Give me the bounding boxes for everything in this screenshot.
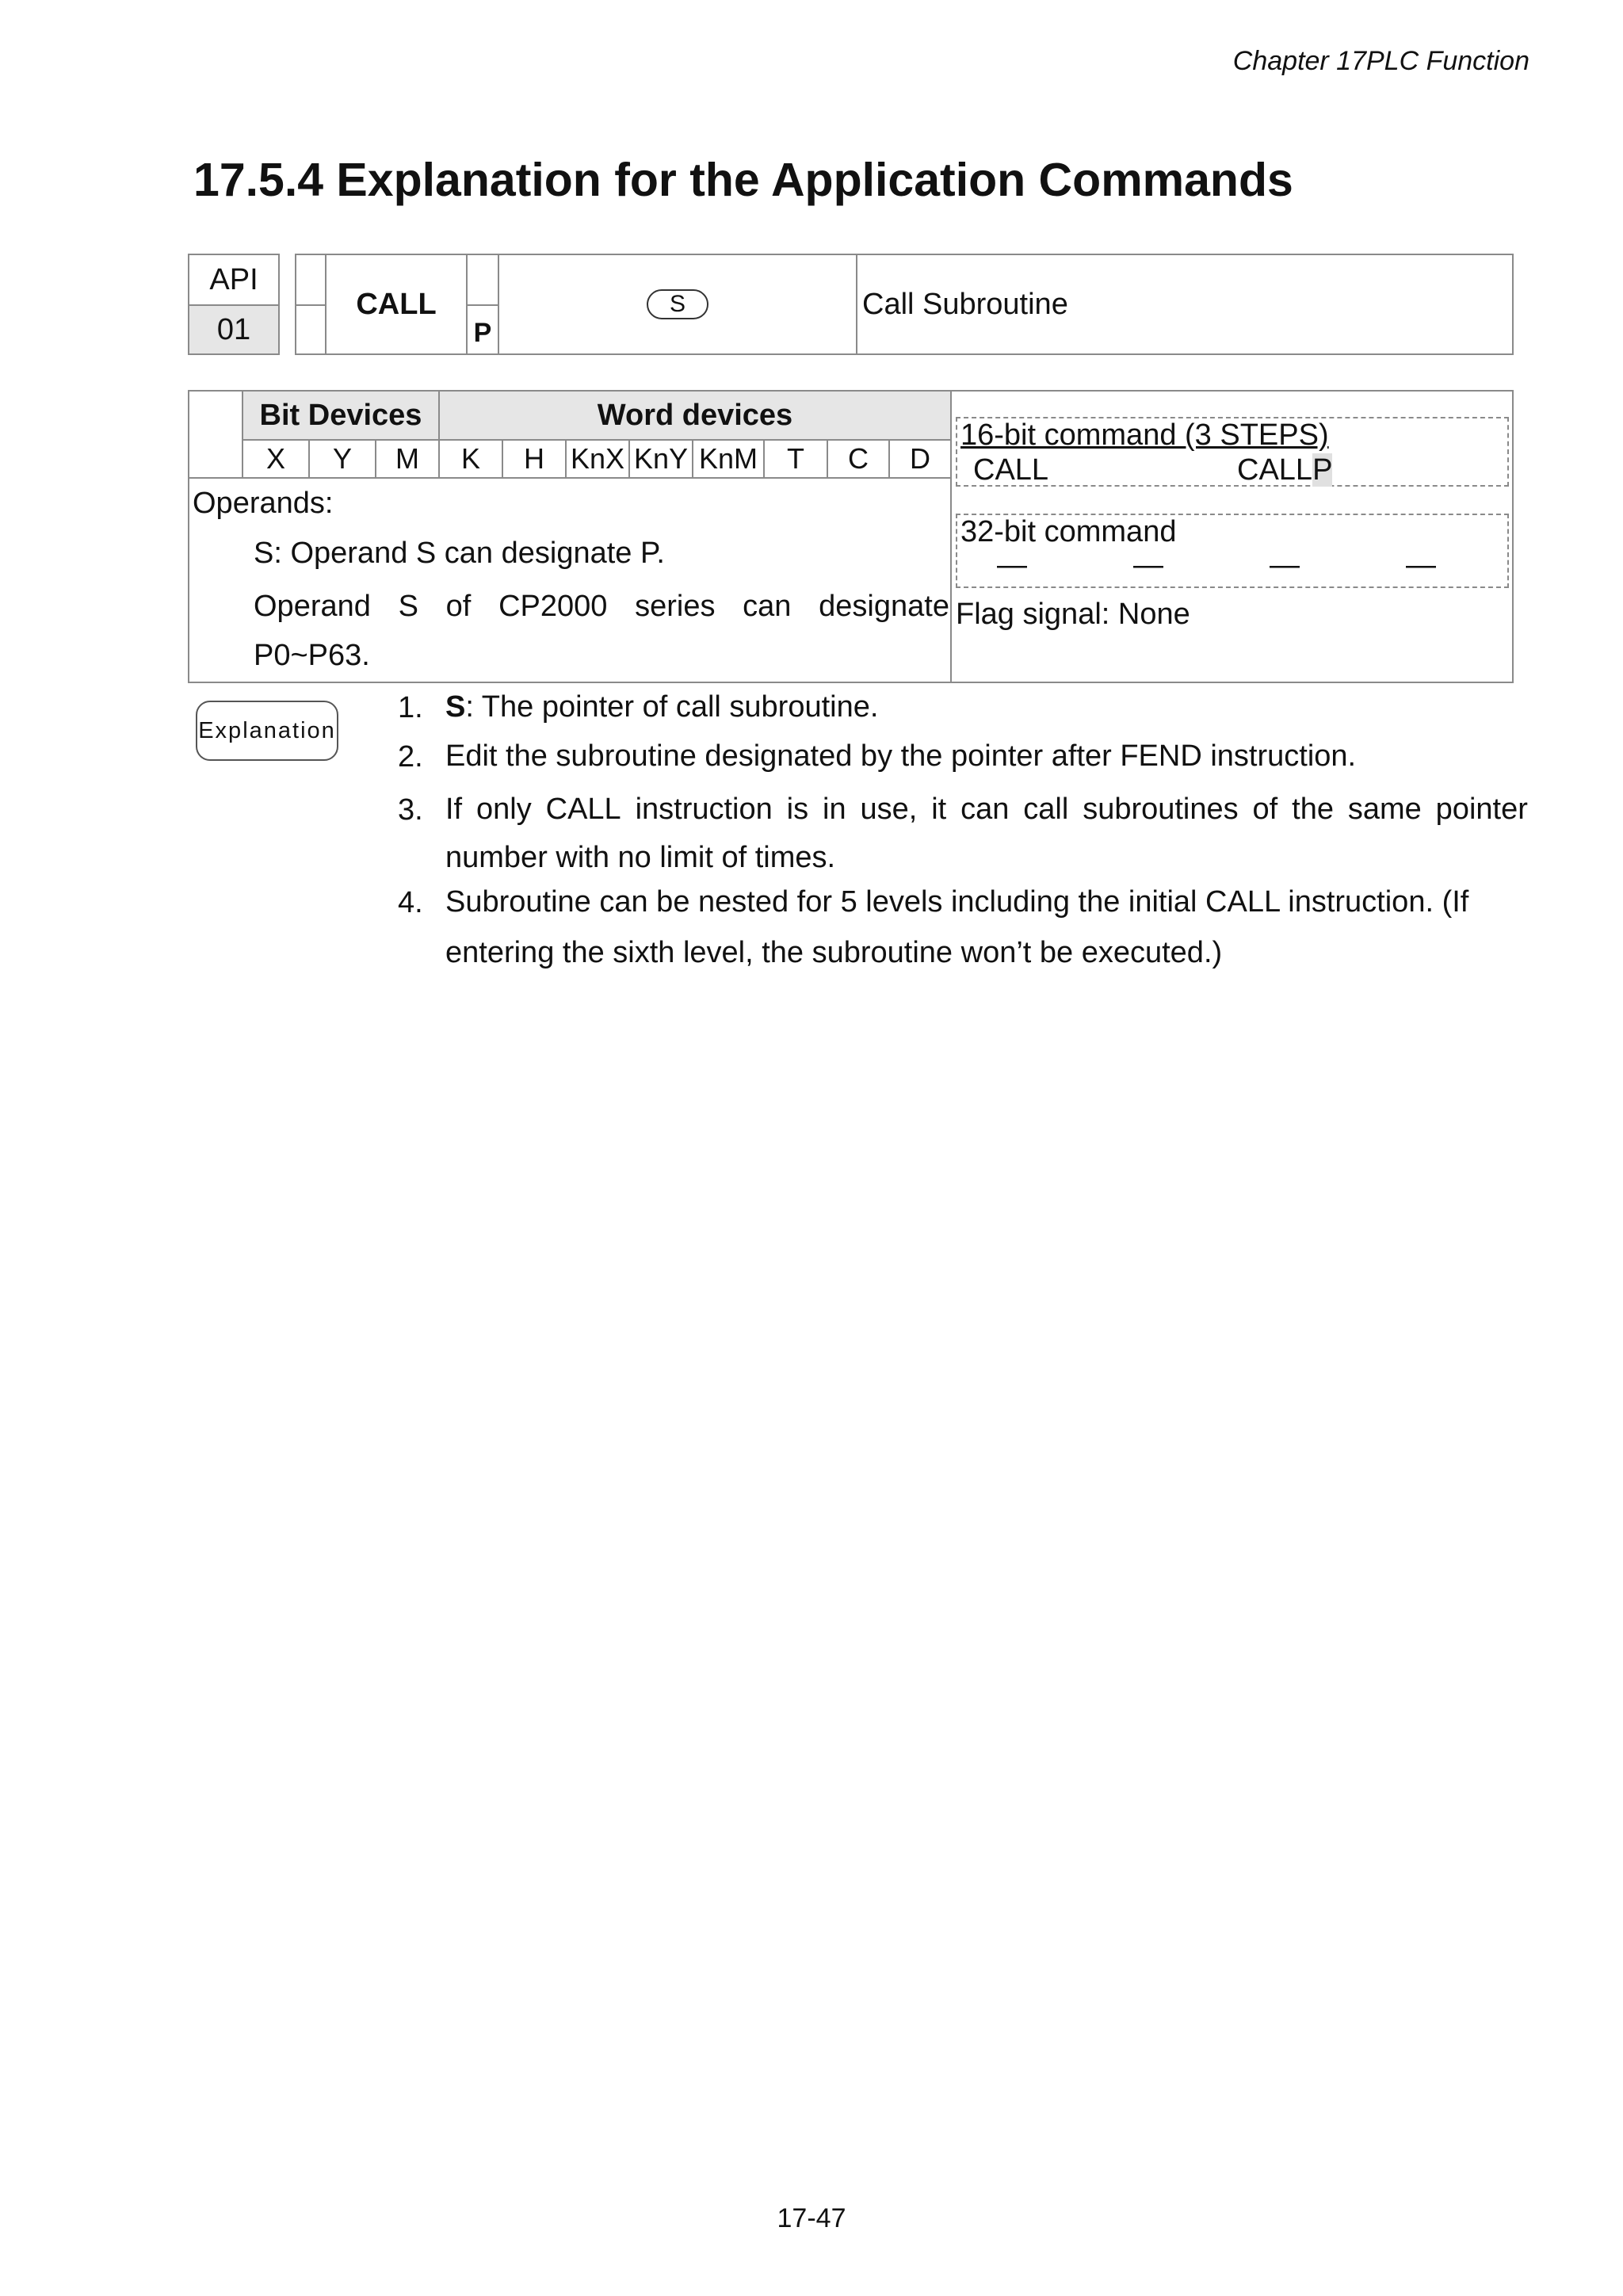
word: designate [819, 590, 949, 623]
cmd16-right-base: CALL [1237, 453, 1313, 487]
device-c: C [827, 439, 890, 479]
device-knm: KnM [692, 439, 765, 479]
word: use, [860, 793, 918, 826]
section-title: 17.5.4 Explanation for the Application Commands [193, 154, 1293, 206]
word: of [1252, 793, 1278, 826]
word: is [786, 793, 809, 826]
list-item [445, 683, 878, 732]
device-x: X [242, 439, 310, 479]
operand-oval: S [647, 289, 708, 319]
word: only [476, 793, 532, 826]
word-devices-header: Word devices [438, 390, 952, 441]
cmd32-dash: — [1133, 548, 1163, 582]
corner-cell [188, 390, 243, 479]
bit-devices-header: Bit Devices [242, 390, 440, 441]
list-number: 1. [398, 691, 423, 724]
word: it [931, 793, 947, 826]
word: S [398, 590, 418, 623]
pulse-blank-cell [466, 254, 499, 306]
api-blank-cell [295, 254, 327, 306]
list-number: 2. [398, 740, 423, 774]
word: of [445, 590, 472, 623]
flag-signal: Flag signal: None [956, 598, 1190, 631]
cmd32-title: 32-bit command [960, 515, 1177, 548]
list-item-text: : The pointer of call subroutine. [465, 690, 879, 724]
cmd32-dash: — [1406, 548, 1436, 582]
api-label: API [188, 254, 280, 306]
list-number: 4. [398, 886, 423, 919]
device-d: D [888, 439, 952, 479]
explanation-badge: Explanation [196, 701, 338, 761]
operands-label: Operands: [193, 487, 334, 520]
column-divider [950, 390, 952, 683]
operand-line-2 [254, 590, 949, 624]
api-blank-cell [295, 304, 327, 355]
list-item: Edit the subroutine designated by the pointer after FEND instruction. [445, 739, 1357, 773]
list-item-line: Subroutine can be nested for 5 levels including the initial CALL instruction. (If [445, 885, 1469, 919]
cmd16-right [1237, 453, 1332, 487]
word: CALL [545, 793, 621, 826]
word: can [743, 590, 792, 623]
word: in [823, 793, 846, 826]
device-t: T [763, 439, 828, 479]
description: Call Subroutine [862, 287, 1068, 321]
device-h: H [502, 439, 567, 479]
cmd16-left: CALL [973, 453, 1049, 487]
description-cell [856, 254, 1514, 355]
page-number: 17-47 [777, 2203, 846, 2233]
cmd16-title: 16-bit command (3 STEPS) [960, 418, 1329, 452]
api-number: 01 [188, 304, 280, 355]
operand-cell [498, 254, 857, 355]
word: series [635, 590, 716, 623]
chapter-header: Chapter 17PLC Function [1232, 46, 1529, 76]
cmd32-dash: — [1270, 548, 1300, 582]
word: pointer [1435, 793, 1528, 826]
operand-line-1: S: Operand S can designate P. [254, 537, 665, 570]
word: subroutines [1083, 793, 1239, 826]
list-item-line [445, 785, 1528, 834]
word: the [1292, 793, 1334, 826]
device-kny: KnY [628, 439, 693, 479]
device-y: Y [308, 439, 376, 479]
cmd32-dash: — [997, 548, 1027, 582]
word: If [445, 793, 463, 826]
device-m: M [375, 439, 440, 479]
list-item-line: entering the sixth level, the subroutine won’t be executed.) [445, 936, 1223, 969]
operand-bold: S [445, 690, 466, 724]
word: same [1347, 793, 1422, 826]
word: Operand [254, 590, 371, 623]
operand-line-3: P0~P63. [254, 639, 370, 672]
pulse-label: P [466, 304, 499, 355]
word: can [960, 793, 1010, 826]
mnemonic: CALL [325, 254, 468, 355]
list-number: 3. [398, 793, 423, 827]
word: call [1023, 793, 1069, 826]
device-knx: KnX [565, 439, 630, 479]
list-item-line: number with no limit of times. [445, 841, 836, 874]
word: instruction [635, 793, 773, 826]
cmd16-right-suffix: P [1312, 453, 1333, 487]
device-k: K [438, 439, 503, 479]
word: CP2000 [498, 590, 608, 623]
